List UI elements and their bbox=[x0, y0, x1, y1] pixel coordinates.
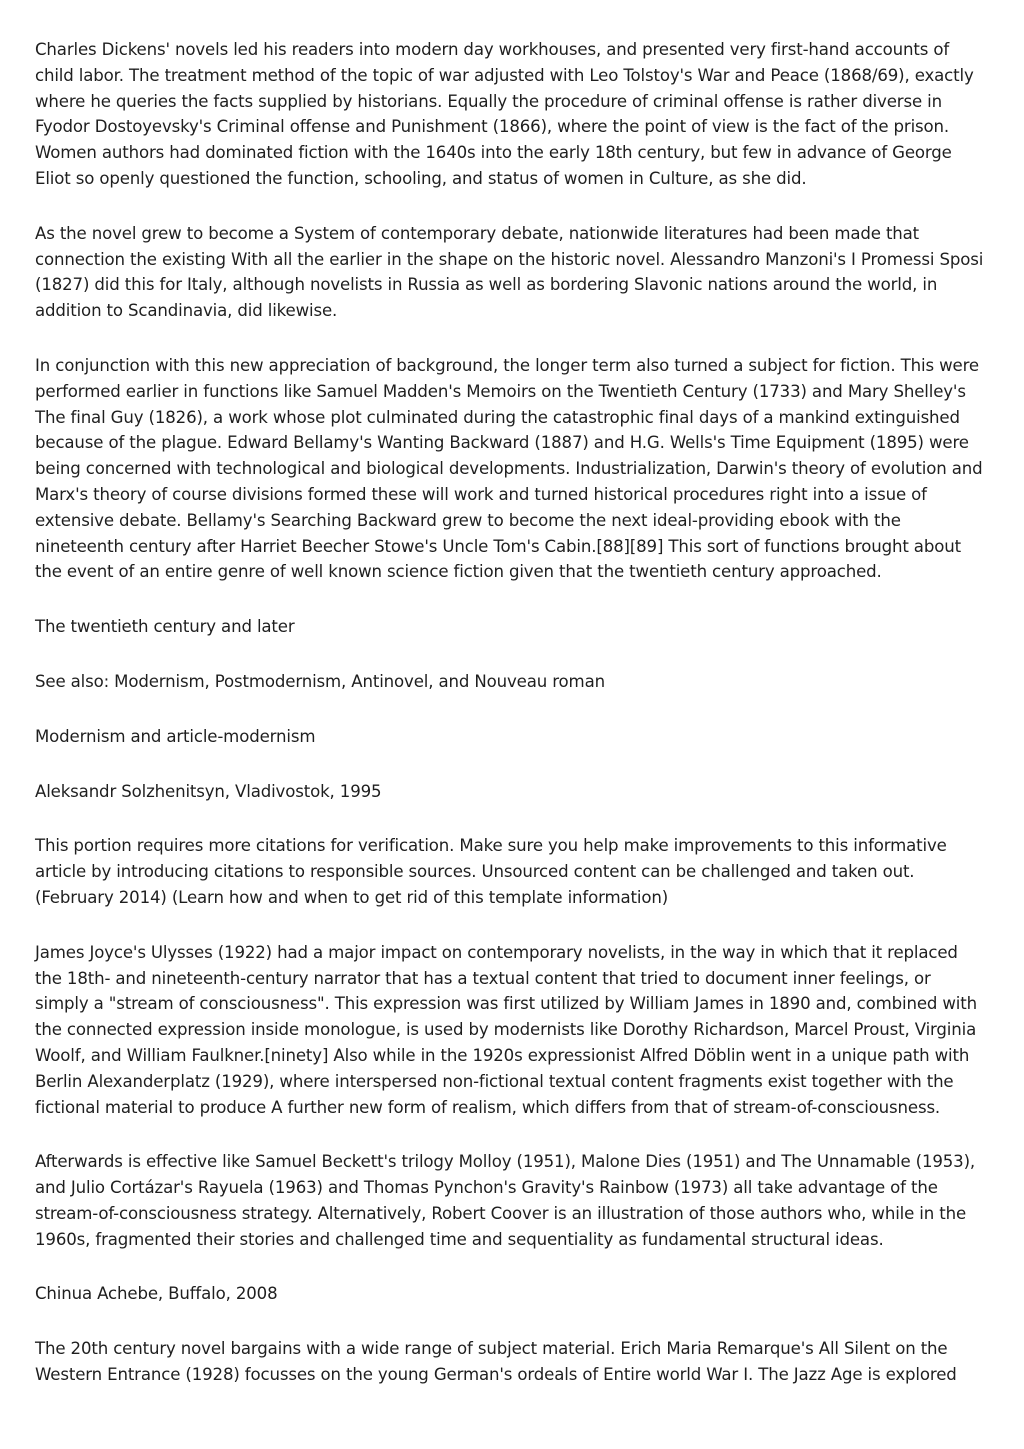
image-caption-solzhenitsyn: Aleksandr Solzhenitsyn, Vladivostok, 1995 bbox=[35, 781, 382, 801]
paragraph-future-fiction: In conjunction with this new appreciation of background, the longer term also turned a subject for fiction. This were performed earlier in functions like Samuel Madden's Memoirs on the Twentieth Century (1733) and Mary Shelley's The final Guy (1826), a work whose plot culminated during the catastrophic final days of a mankind extinguished because of the plague. Edward Bellamy's Wanting Backward (1887) and H.G. Wells's Time Equipment (1895) were being concerned with technological and biological developments. Industrialization, Darwin's theory of evolution and Marx's theory of course divisions formed these will work and turned historical procedures right into a issue of extensive debate. Bellamy's Searching Backward grew to become the next ideal-providing ebook with the nineteenth century after Harriet Beecher Stowe's Uncle Tom's Cabin.[88][89] This sort of functions brought about the event of an entire genre of well known science fiction given that the twentieth century approached. bbox=[35, 355, 983, 582]
image-caption-achebe: Chinua Achebe, Buffalo, 2008 bbox=[35, 1284, 278, 1304]
see-also-line: See also: Modernism, Postmodernism, Antinovel, and Nouveau roman bbox=[35, 671, 605, 691]
section-heading-twentieth-century: The twentieth century and later bbox=[35, 617, 295, 637]
paragraph-beckett-cortazar: Afterwards is effective like Samuel Beckett's trilogy Molloy (1951), Malone Dies (1951) and The Unnamable (1953), and Julio Cortázar's Rayuela (1963) and Thomas Pynchon's Gravity's Rainbow (1973) all take advantage of the stream-of-consciousness strategy. Alternatively, Robert Coover is an illustration of those authors who, while in the 1960s, fragmented their stories and challenged time and sequentiality as fundamental structural ideas. bbox=[35, 1152, 976, 1249]
paragraph-joyce-ulysses: James Joyce's Ulysses (1922) had a major impact on contemporary novelists, in the way in which that it replaced the 18th- and nineteenth-century narrator that has a textual content that tried to document inner feelings, or simply a "stream of consciousness". This expression was first utilized by William James in 1890 and, combined with the connected expression inside monologue, is used by modernists like Dorothy Richardson, Marcel Proust, Virginia Woolf, and William Faulkner.[ninety] Also while in the 1920s expressionist Alfred Döblin went in a unique path with Berlin Alexanderplatz (1929), where interspersed non-fictional textual content fragments exist together with the fictional material to produce A further new form of realism, which differs from that of stream-of-consciousness. bbox=[35, 942, 977, 1117]
subsection-heading-modernism: Modernism and article-modernism bbox=[35, 726, 316, 746]
paragraph-national-literatures: As the novel grew to become a System of contemporary debate, nationwide literatures had been made that connection the existing With all the earlier in the shape on the historic novel. Alessandro Manzoni's I Promessi Sposi (1827) did this for Italy, although novelists in Russia as well as bordering Slavonic nations around the world, in addition to Scandinavia, did likewise. bbox=[35, 223, 984, 321]
paragraph-dickens-tolstoy: Charles Dickens' novels led his readers into modern day workhouses, and presented very first-hand accounts of child labor. The treatment method of the topic of war adjusted with Leo Tolstoy's War and Peace (1868/69), exactly where he queries the facts supplied by historians. Equally the procedure of criminal offense is rather diverse in Fyodor Dostoyevsky's Criminal offense and Punishment (1866), where the point of view is the fact of the prison. Women authors had dominated fiction with the 1640s into the early 18th century, but few in advance of George Eliot so openly questioned the function, schooling, and status of women in Culture, as she did. bbox=[35, 40, 974, 188]
citation-notice: This portion requires more citations for verification. Make sure you help make improvements to this informative article by introducing citations to responsible sources. Unsourced content can be challenged and taken out. (February 2014) (Learn how and when to get rid of this template information) bbox=[35, 836, 947, 907]
paragraph-20th-century-novel: The 20th century novel bargains with a wide range of subject material. Erich Maria Remarque's All Silent on the Western Entrance (1928) focusses on the young German's ordeals of Entire world War I. The Jazz Age is explored bbox=[35, 1339, 957, 1385]
